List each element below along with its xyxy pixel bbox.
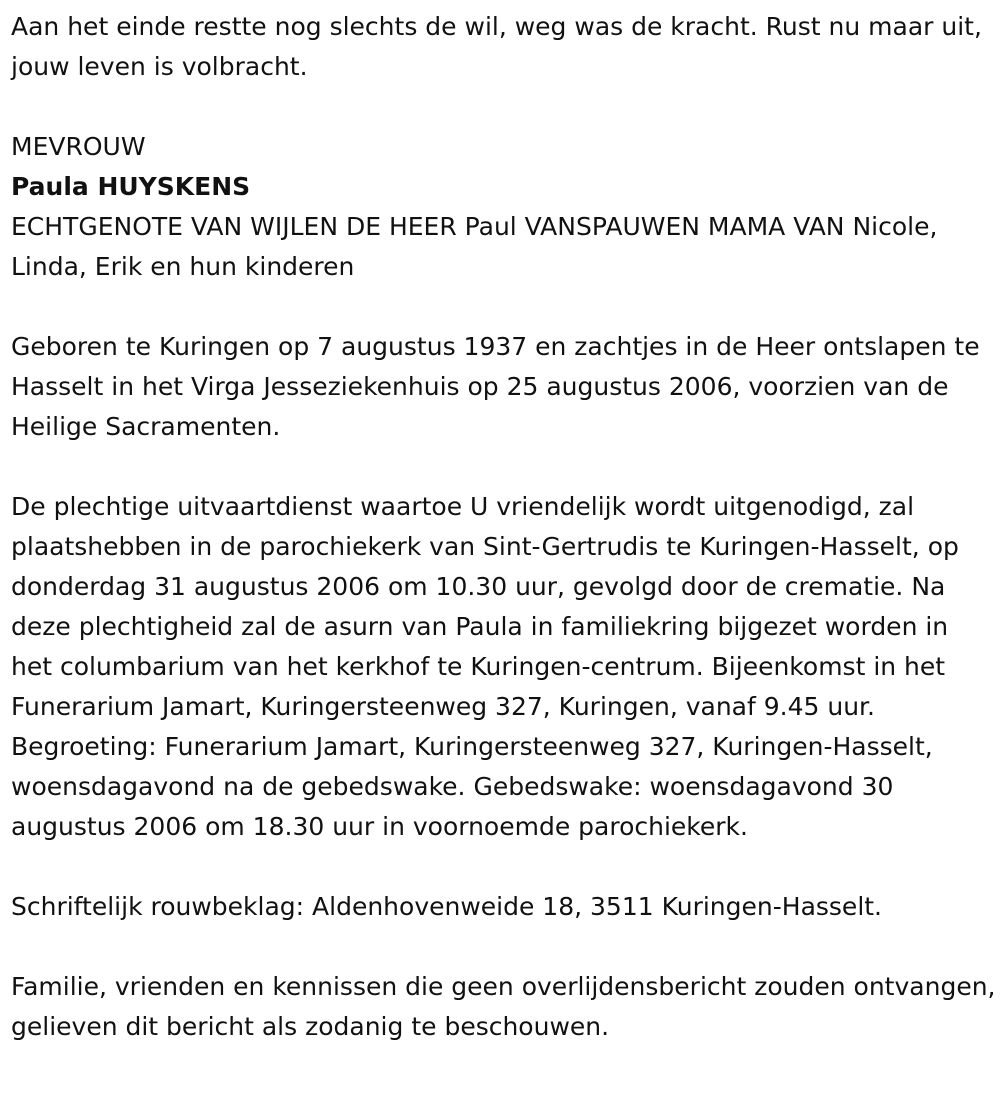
birth-death-text: Geboren te Kuringen op 7 augustus 1937 en zachtjes in de Heer ontslapen te Hasselt in het Virga Jesseziekenhuis op 25 augustus 2006, voorzien van de Heilige Sacramenten. bbox=[11, 332, 980, 441]
spacer bbox=[11, 87, 996, 127]
honorific-title: MEVROUW bbox=[11, 132, 146, 161]
motto-text: Aan het einde restte nog slechts de wil, weg was de kracht. Rust nu maar uit, jouw leven is volbracht. bbox=[11, 12, 982, 81]
spacer bbox=[11, 847, 996, 887]
obituary-document bbox=[11, 7, 996, 1047]
spacer bbox=[11, 287, 996, 327]
relations-text: ECHTGENOTE VAN WIJLEN DE HEER Paul VANSPAUWEN MAMA VAN Nicole, Linda, Erik en hun kinderen bbox=[11, 212, 938, 281]
funeral-details-text: De plechtige uitvaartdienst waartoe U vriendelijk wordt uitgenodigd, zal plaatshebben in de parochiekerk van Sint-Gertrudis te Kuringen-Hasselt, op donderdag 31 augustus 2006 om 10.30 uur, gevolgd door de crematie. Na deze plechtigheid zal de asurn van Paula in familiekring bijgezet worden in het columbarium van het kerkhof te Kuringen-centrum. Bijeenkomst in het Funerarium Jamart, Kuringersteenweg 327, Kuringen, vanaf 9.45 uur. Begroeting: Funerarium Jamart, Kuringersteenweg 327, Kuringen-Hasselt, woensdagavond na de gebedswake. Gebedswake: woensdagavond 30 augustus 2006 om 18.30 uur in voornoemde parochiekerk. bbox=[11, 492, 959, 841]
notice-text: Familie, vrienden en kennissen die geen overlijdensbericht zouden ontvangen, gelieven dit bericht als zodanig te beschouwen. bbox=[11, 972, 996, 1041]
condolence-address-text: Schriftelijk rouwbeklag: Aldenhovenweide 18, 3511 Kuringen-Hasselt. bbox=[11, 892, 883, 921]
spacer bbox=[11, 447, 996, 487]
spacer bbox=[11, 927, 996, 967]
deceased-name: Paula HUYSKENS bbox=[11, 172, 251, 201]
